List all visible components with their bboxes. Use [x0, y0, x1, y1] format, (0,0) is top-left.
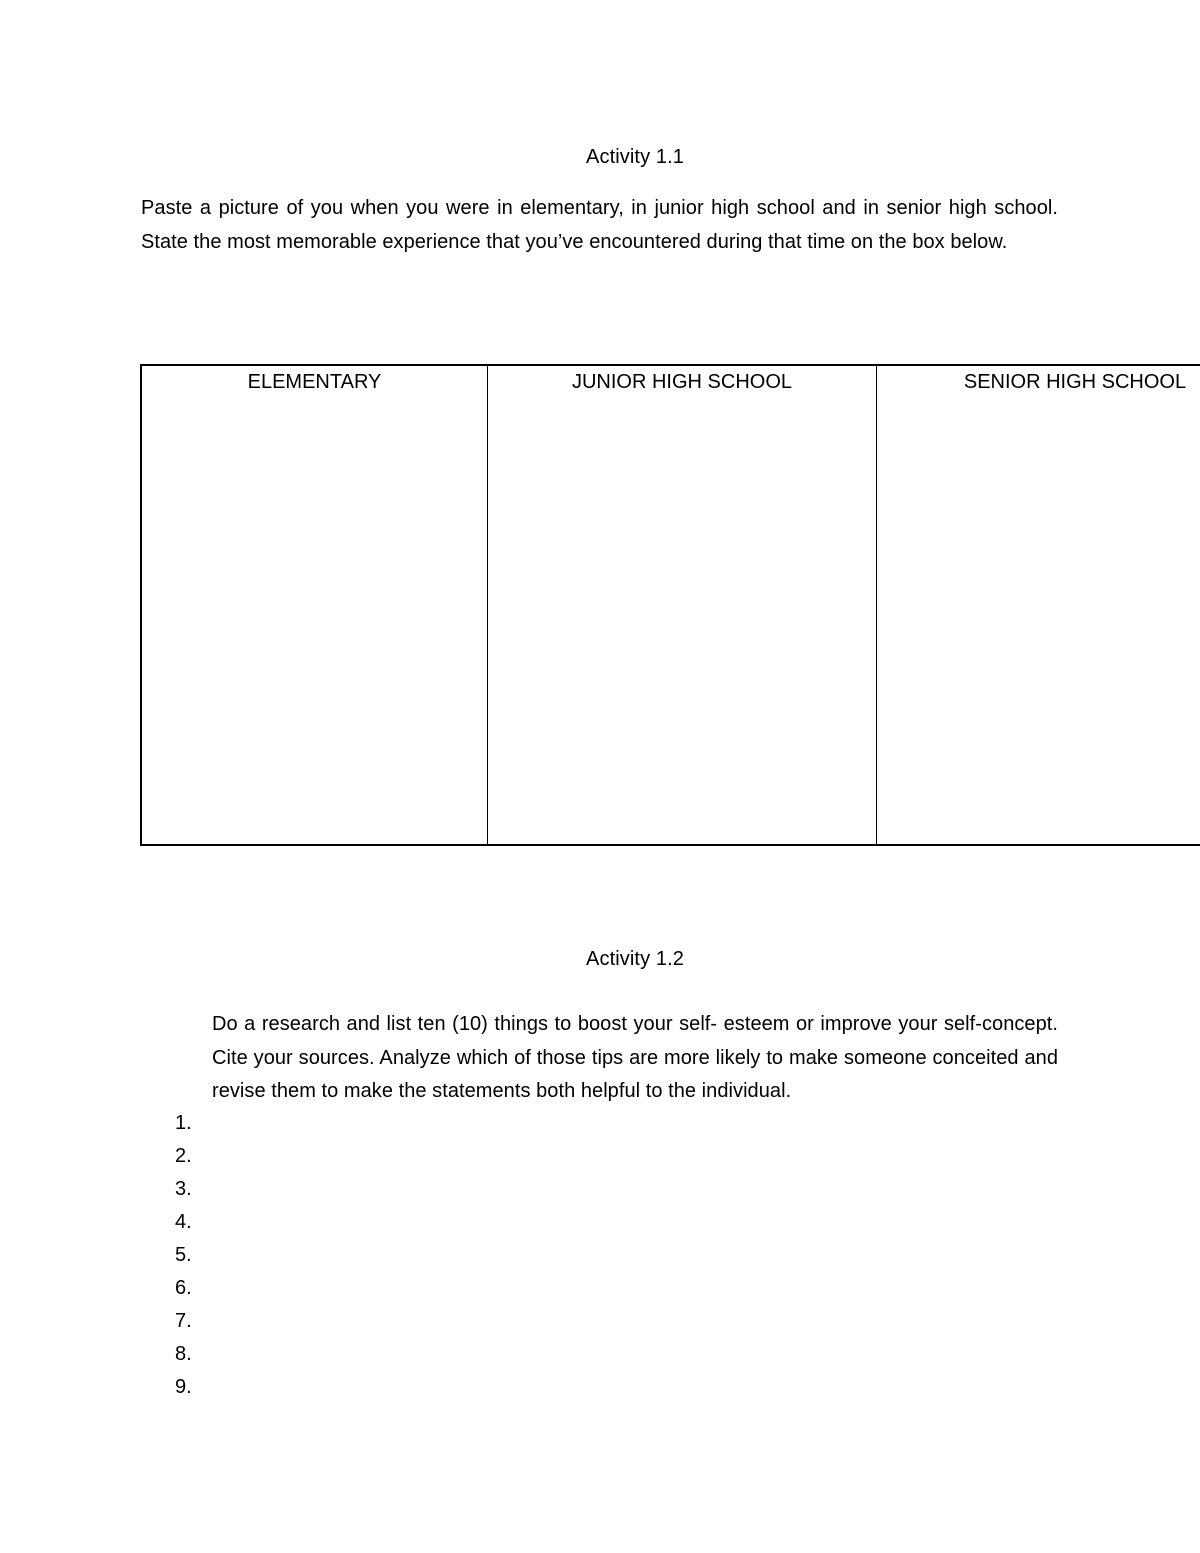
- list-item-number: 1.: [175, 1112, 192, 1134]
- activity-2-instructions: Do a research and list ten (10) things to boost your self- esteem or improve your self-concept. Cite your sources. Analyze which of those tips are more likely to make someone conceited and revise them to make the statements both helpful to the individual.: [212, 1013, 1058, 1102]
- list-item-number: 5.: [175, 1244, 192, 1266]
- list-item-number: 9.: [175, 1376, 192, 1398]
- list-item-number: 6.: [175, 1277, 192, 1299]
- list-item-number: 3.: [175, 1178, 192, 1200]
- activity-1-instructions: Paste a picture of you when you were in elementary, in junior high school and in senior high school. State the most memorable experience that you’ve encountered during that time on the box below.: [141, 197, 1058, 253]
- activity-1-title: Activity 1.1: [586, 146, 684, 168]
- junior-high-school-column[interactable]: [488, 366, 877, 844]
- list-item-number: 8.: [175, 1343, 192, 1365]
- senior-high-school-column-header: SENIOR HIGH SCHOOL: [963, 371, 1187, 393]
- list-item-number: 2.: [175, 1145, 192, 1167]
- elementary-column[interactable]: [142, 366, 488, 844]
- list-item-number: 7.: [175, 1310, 192, 1332]
- memories-table: [140, 364, 1200, 846]
- activity-2-title: Activity 1.2: [586, 948, 684, 970]
- numbered-answer-list: [175, 1107, 192, 1404]
- junior-high-school-column-header: JUNIOR HIGH SCHOOL: [571, 371, 793, 393]
- elementary-column-header: ELEMENTARY: [247, 371, 382, 393]
- senior-high-school-column[interactable]: [877, 366, 1200, 844]
- list-item-number: 4.: [175, 1211, 192, 1233]
